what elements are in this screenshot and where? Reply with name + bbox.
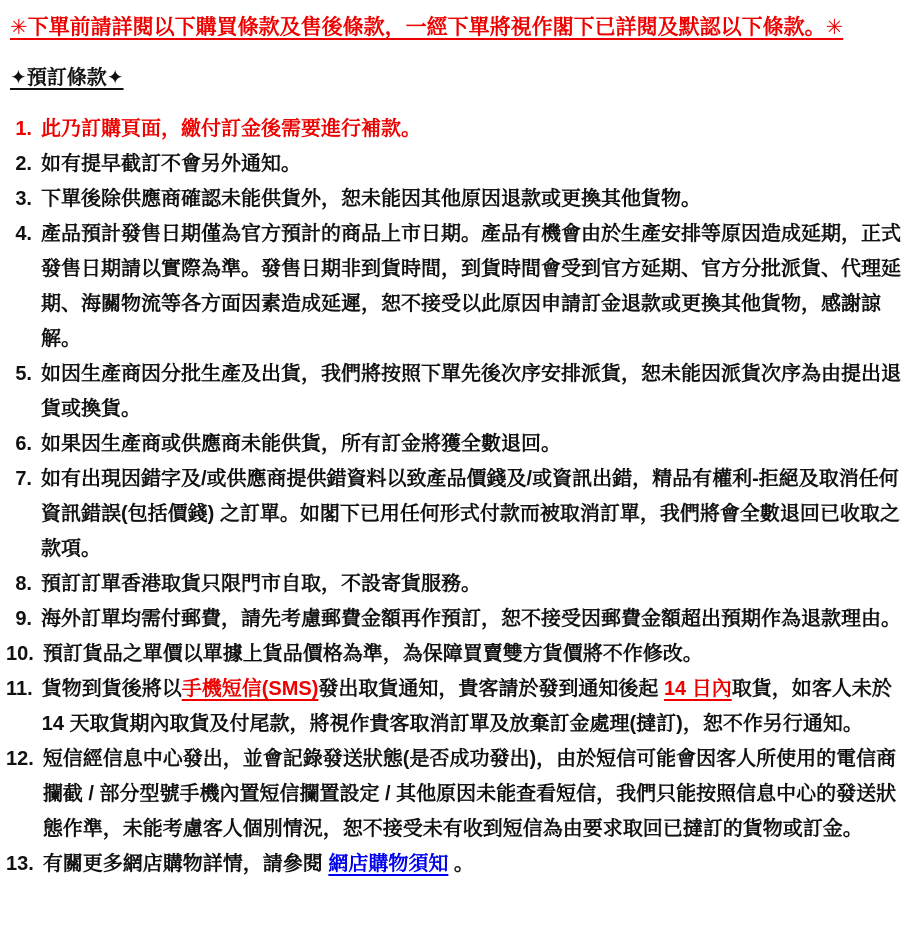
term-item-13 bbox=[6, 847, 905, 882]
term-item-6 bbox=[6, 427, 905, 462]
term-number: 1. bbox=[15, 118, 32, 141]
preorder-terms-heading: ✦預訂條款✦ bbox=[10, 67, 124, 90]
term-number: 3. bbox=[15, 188, 32, 211]
highlighted-term: 手機短信(SMS) bbox=[181, 678, 319, 701]
term-text bbox=[32, 112, 905, 147]
term-number: 8. bbox=[15, 573, 32, 596]
term-item-10 bbox=[6, 637, 905, 672]
term-text bbox=[32, 182, 905, 217]
term-segment: 。 bbox=[448, 853, 474, 876]
term-segment: 發出取貨通知，貴客請於發到通知後起 bbox=[318, 678, 664, 701]
term-segment: 海外訂單均需付郵費，請先考慮郵費金額再作預訂，恕不接受因郵費金額超出預期作為退款理由。 bbox=[41, 608, 901, 631]
term-segment: 如有出現因錯字及/或供應商提供錯資料以致產品價錢及/或資訊出錯，精品有權利-拒絕及取消任何資訊錯誤(包括價錢) 之訂單。如閣下已用任何形式付款而被取消訂單，我們將會全數退回已收取之款項。 bbox=[41, 468, 900, 561]
term-segment: 取貨，如客人未於 14 天取貨期內取貨及付尾款，將視作貴客取消訂單及放棄訂金處理(撻訂)，恕不作另行通知。 bbox=[41, 678, 892, 736]
term-text bbox=[32, 217, 905, 357]
term-number: 2. bbox=[15, 153, 32, 176]
term-item-11 bbox=[6, 672, 905, 742]
term-item-7 bbox=[6, 462, 905, 567]
term-segment: 如因生產商因分批生產及出貨，我們將按照下單先後次序安排派貨，恕未能因派貨次序為由提出退貨或換貨。 bbox=[41, 363, 901, 421]
term-segment: 有關更多網店購物詳情，請參閱 bbox=[42, 853, 329, 876]
term-text bbox=[34, 637, 905, 672]
term-text bbox=[32, 147, 905, 182]
term-segment: 預訂貨品之單價以單據上貨品價格為準，為保障買賣雙方貨價將不作修改。 bbox=[42, 643, 703, 666]
term-number: 13. bbox=[6, 853, 34, 876]
term-segment: 短信經信息中心發出，並會記錄發送狀態(是否成功發出)，由於短信可能會因客人所使用的電信商攔截 / 部分型號手機內置短信攔置設定 / 其他原因未能查看短信，我們只能按照信息中心的發送狀態作準，未能考慮客人個別情況，恕不接受未有收到短信為由要求取回已撻訂的貨物或訂金。 bbox=[42, 748, 897, 841]
term-segment: 如有提早截訂不會另外通知。 bbox=[41, 153, 301, 176]
term-text bbox=[34, 847, 905, 882]
term-number: 7. bbox=[15, 468, 32, 491]
term-item-12 bbox=[6, 742, 905, 847]
term-number: 5. bbox=[15, 363, 32, 386]
term-text bbox=[33, 672, 905, 742]
term-item-3 bbox=[6, 182, 905, 217]
term-number: 4. bbox=[15, 223, 32, 246]
term-text bbox=[32, 602, 905, 637]
term-item-4 bbox=[6, 217, 905, 357]
shop-guide-link[interactable]: 網店購物須知 bbox=[328, 853, 449, 876]
term-segment: 如果因生產商或供應商未能供貨，所有訂金將獲全數退回。 bbox=[41, 433, 561, 456]
term-segment: 下單後除供應商確認未能供貨外，恕未能因其他原因退款或更換其他貨物。 bbox=[41, 188, 701, 211]
term-segment: 貨物到貨後將以 bbox=[41, 678, 182, 701]
term-text bbox=[32, 462, 905, 567]
purchase-notice-heading: ✳下單前請詳閱以下購買條款及售後條款，一經下單將視作閣下已詳閱及默認以下條款。✳ bbox=[10, 16, 844, 39]
term-text bbox=[32, 357, 905, 427]
term-item-2 bbox=[6, 147, 905, 182]
term-text bbox=[34, 742, 905, 847]
term-number: 9. bbox=[15, 608, 32, 631]
term-segment: 此乃訂購頁面，繳付訂金後需要進行補款。 bbox=[41, 118, 421, 141]
term-text bbox=[32, 567, 905, 602]
term-segment: 產品預計發售日期僅為官方預計的商品上市日期。產品有機會由於生產安排等原因造成延期，正式發售日期請以實際為準。發售日期非到貨時間，到貨時間會受到官方延期、官方分批派貨、代理延期、海關物流等各方面因素造成延遲，恕不接受以此原因申請訂金退款或更換其他貨物，感謝諒解。 bbox=[41, 223, 901, 351]
term-item-5 bbox=[6, 357, 905, 427]
term-item-9 bbox=[6, 602, 905, 637]
term-item-8 bbox=[6, 567, 905, 602]
terms-list bbox=[6, 112, 905, 882]
term-number: 6. bbox=[15, 433, 32, 456]
term-number: 11. bbox=[6, 678, 33, 701]
term-number: 12. bbox=[6, 748, 34, 771]
highlighted-term: 14 日內 bbox=[663, 678, 732, 701]
term-number: 10. bbox=[6, 643, 34, 666]
term-item-1 bbox=[6, 112, 905, 147]
term-text bbox=[32, 427, 905, 462]
term-segment: 預訂訂單香港取貨只限門市自取，不設寄貨服務。 bbox=[41, 573, 481, 596]
